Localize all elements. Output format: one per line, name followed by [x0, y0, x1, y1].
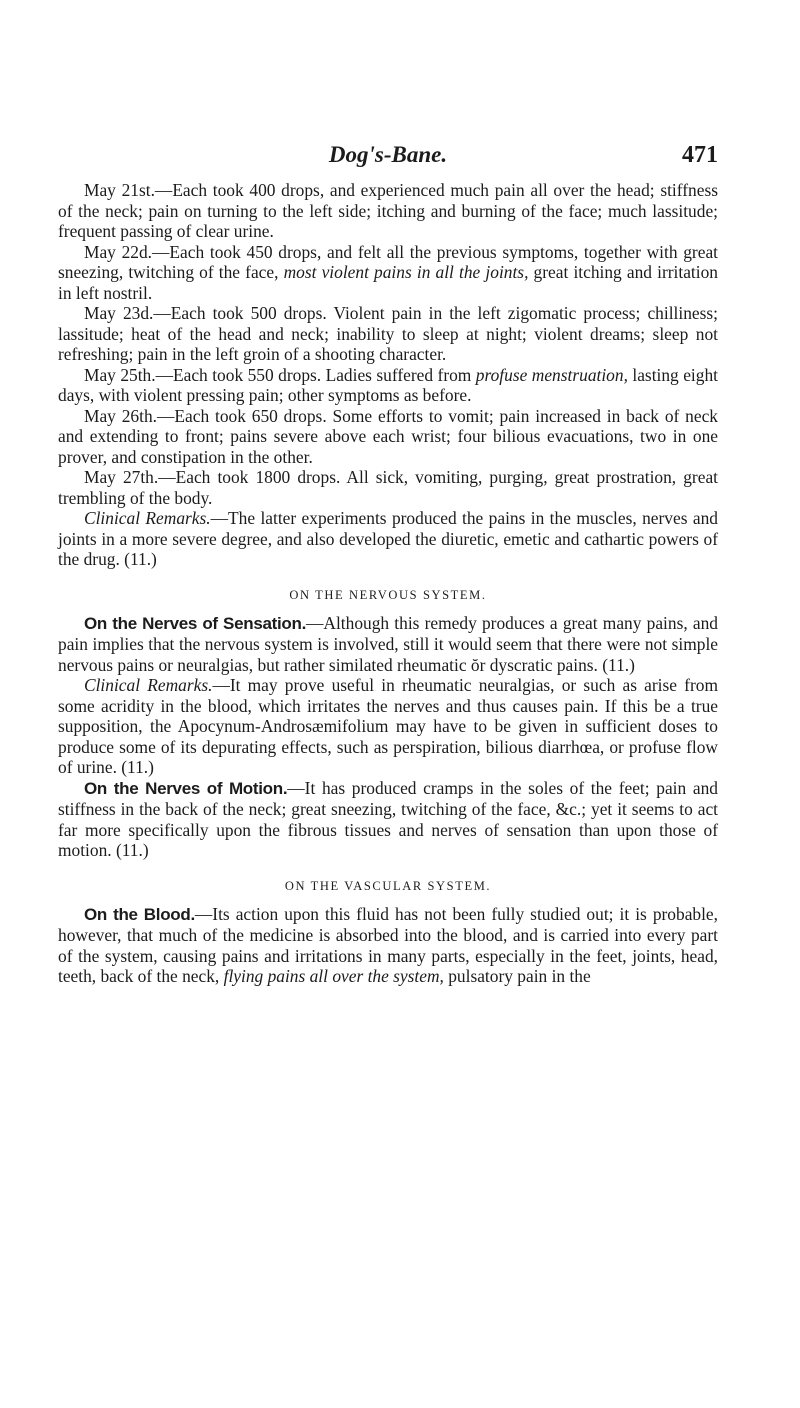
entry-date: May 23d. — [84, 303, 154, 323]
entry-date: May 25th. — [84, 364, 156, 385]
subhead-on-the-blood: On the Blood. — [84, 904, 195, 924]
paragraph-text: —It has produced cramps in the soles of the feet; pain and stiffness in the back of the neck; great sneezing, twitching of the face, &c.; yet it seems to act far more specifically upon the fibrous tissues and nerves of sensation than upon those of motion. (11.) — [58, 777, 718, 860]
entry-may-21 — [58, 180, 718, 242]
clinical-remarks-label: Clinical Remarks. — [84, 508, 211, 528]
clinical-remarks-text: —It may prove useful in rheumatic neuralgias, or such as arise from some acridity in the blood, which irritates the nerves and thus causes pain. If this be a true supposition, the Apocynum-Androsæmifolium may have to be given in sufficient doses to produce some of its depurating effects, such as perspiration, bilious diarrhœa, or profuse flow of urine. (11.) — [58, 675, 718, 777]
paragraph-text: —Although this remedy produces a great many pains, and pain implies that the nervous system is involved, still it would seem that there were not simple nervous pains or neuralgias, but rather similated rheumatic ŏr dyscratic pains. (11.) — [58, 612, 718, 675]
section-heading-vascular: ON THE VASCULAR SYSTEM. — [284, 878, 492, 893]
paragraph-italic-text: flying pains all over the system, — [223, 966, 444, 986]
entry-text: great itching and irritation in left nostril. — [58, 262, 718, 303]
entry-text: —Each took 1800 drops. All sick, vomiting, purging, great prostration, great trembling of the body. — [58, 467, 718, 508]
clinical-remarks-label: Clinical Remarks. — [84, 675, 213, 695]
nerves-of-sensation-paragraph — [58, 613, 718, 676]
entry-may-25 — [58, 365, 718, 406]
subhead-nerves-of-sensation: On the Nerves of Sensation. — [84, 613, 307, 633]
running-title: Dog's-Bane. — [328, 142, 448, 167]
subhead-nerves-of-motion: On the Nerves of Motion. — [84, 778, 288, 798]
entry-italic-text: most violent pains in all the joints, — [283, 262, 529, 282]
entry-may-23 — [58, 303, 718, 365]
clinical-remarks-text: —The latter experiments produced the pains in the muscles, nerves and joints in a more severe degree, and also developed the diuretic, emetic and cathartic powers of the drug. (11.) — [58, 508, 718, 569]
nerves-of-motion-paragraph — [58, 778, 718, 861]
entry-italic-text: profuse menstruation, — [475, 364, 628, 385]
entry-text: lasting eight days, with violent pressing pain; other symptoms as before. — [58, 364, 718, 405]
entry-text: —Each took 450 drops, and felt all the previous symptoms, together with great sneezing, twitching of the face, — [58, 241, 718, 282]
clinical-remarks-paragraph — [58, 675, 718, 778]
entry-may-27 — [58, 467, 718, 508]
entry-may-26 — [58, 406, 718, 468]
entry-date: May 21st. — [84, 180, 155, 200]
entry-text: —Each took 400 drops, and experienced much pain all over the head; stiffness of the neck; pain on turning to the left side; itching and burning of the face; much lassitude; frequent passing of clear urine. — [58, 180, 718, 241]
paragraph-text: —Its action upon this fluid has not been fully studied out; it is probable, however, that much of the medicine is absorbed into the blood, and is carried into every part of the system, causing pains and irritations in many parts, especially in the feet, joints, head, teeth, back of the neck, — [58, 903, 719, 986]
entry-text: —Each took 550 drops. Ladies suffered from — [155, 364, 476, 385]
entry-date: May 27th. — [84, 467, 159, 487]
section-heading-nervous: ON THE NERVOUS SYSTEM. — [289, 587, 487, 602]
entry-date: May 26th. — [84, 405, 157, 426]
running-head — [58, 140, 718, 180]
clinical-remarks-paragraph — [58, 508, 718, 570]
entry-text: —Each took 500 drops. Violent pain in the left zigomatic process; chilliness; lassitude; heat of the head and neck; inability to sleep at night; violent dreams; sleep not refreshing; pain in the left groin of a shooting character. — [58, 303, 718, 364]
page-number: 471 — [682, 142, 718, 168]
paragraph-text: pulsatory pain in the — [443, 966, 591, 986]
book-page — [58, 140, 718, 987]
entry-may-22 — [58, 242, 718, 304]
entry-text: —Each took 650 drops. Some efforts to vomit; pain increased in back of neck and extending to front; pains severe above each wrist; four bilious evacuations, two in one prover, and constipation in the other. — [58, 405, 718, 467]
blood-paragraph — [58, 904, 718, 987]
entry-date: May 22d. — [84, 241, 153, 262]
